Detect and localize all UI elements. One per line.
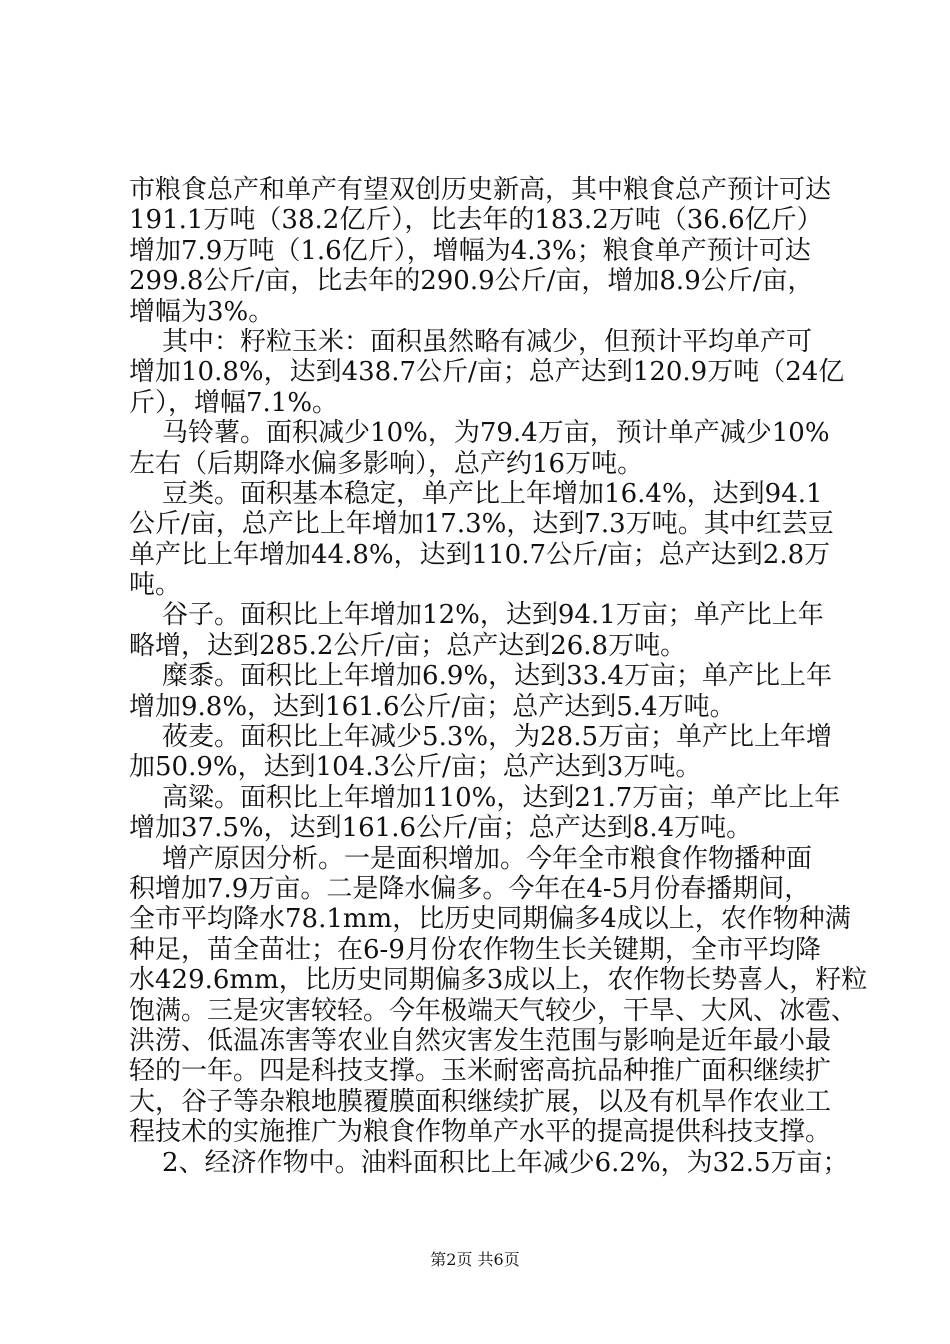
text-line: 全市平均降水78.1mm，比历史同期偏多4成以上，农作物种满 bbox=[129, 904, 851, 935]
text-line: 加50.9%，达到104.3公斤/亩；总产达到3万吨。 bbox=[129, 752, 702, 783]
text-line: 增幅为3%。 bbox=[129, 296, 275, 327]
text-line: 其中：籽粒玉米：面积虽然略有减少，但预计平均单产可 bbox=[129, 326, 813, 357]
text-line: 饱满。三是灾害较轻。今年极端天气较少，干旱、大风、冰雹、 bbox=[129, 995, 858, 1026]
text-line: 积增加7.9万亩。二是降水偏多。今年在4-5月份春播期间， bbox=[129, 873, 811, 904]
text-line: 2、经济作物中。油料面积比上年减少6.2%，为32.5万亩； bbox=[129, 1147, 849, 1178]
text-line: 莜麦。面积比上年减少5.3%，为28.5万亩；单产比上年增 bbox=[129, 722, 833, 753]
text-line: 豆类。面积基本稳定，单产比上年增加16.4%，达到94.1 bbox=[129, 478, 823, 509]
text-line: 程技术的实施推广为粮食作物单产水平的提高提供科技支撑。 bbox=[129, 1117, 832, 1148]
text-line: 斤），增幅7.1%。 bbox=[129, 387, 339, 418]
text-line: 增加37.5%，达到161.6公斤/亩；总产达到8.4万吨。 bbox=[129, 813, 753, 844]
page-footer: 第2页 共6页 bbox=[430, 1250, 520, 1269]
text-line: 增加9.8%，达到161.6公斤/亩；总产达到5.4万吨。 bbox=[129, 691, 736, 722]
text-line: 大，谷子等杂粮地膜覆膜面积继续扩展，以及有机旱作农业工 bbox=[129, 1086, 832, 1117]
text-line: 市粮食总产和单产有望双创历史新高，其中粮食总产预计可达 bbox=[129, 175, 832, 205]
text-line: 增加10.8%，达到438.7公斤/亩；总产达到120.9万吨（24亿 bbox=[129, 357, 845, 388]
text-line: 马铃薯。面积减少10%，为79.4万亩，预计单产减少10% bbox=[129, 418, 830, 449]
text-line: 单产比上年增加44.8%，达到110.7公斤/亩；总产达到2.8万 bbox=[129, 539, 831, 570]
text-line: 299.8公斤/亩，比去年的290.9公斤/亩，增加8.9公斤/亩， bbox=[129, 266, 814, 297]
text-line: 增产原因分析。一是面积增加。今年全市粮食作物播种面 bbox=[129, 843, 813, 874]
text-line: 公斤/亩，总产比上年增加17.3%，达到7.3万吨。其中红芸豆 bbox=[129, 509, 834, 540]
text-line: 洪涝、低温冻害等农业自然灾害发生范围与影响是近年最小最 bbox=[129, 1025, 832, 1056]
text-line: 增加7.9万吨（1.6亿斤），增幅为4.3%；粮食单产预计可达 bbox=[129, 235, 811, 266]
text-line: 左右（后期降水偏多影响），总产约16万吨。 bbox=[129, 448, 644, 479]
text-line: 191.1万吨（38.2亿斤），比去年的183.2万吨（36.6亿斤） bbox=[129, 205, 823, 236]
body-text bbox=[129, 175, 868, 1178]
text-line: 谷子。面积比上年增加12%，达到94.1万亩；单产比上年 bbox=[129, 600, 824, 631]
text-line: 种足，苗全苗壮；在6-9月份农作物生长关键期，全市平均降 bbox=[129, 934, 821, 965]
text-line: 轻的一年。四是科技支撑。玉米耐密高抗品种推广面积继续扩 bbox=[129, 1056, 832, 1087]
text-line: 高粱。面积比上年增加110%，达到21.7万亩；单产比上年 bbox=[129, 782, 841, 813]
text-line: 吨。 bbox=[129, 570, 182, 601]
text-line: 略增，达到285.2公斤/亩；总产达到26.8万吨。 bbox=[129, 630, 687, 661]
text-line: 水429.6mm，比历史同期偏多3成以上，农作物长势喜人，籽粒 bbox=[129, 965, 868, 996]
text-line: 糜黍。面积比上年增加6.9%，达到33.4万亩；单产比上年 bbox=[129, 661, 833, 692]
